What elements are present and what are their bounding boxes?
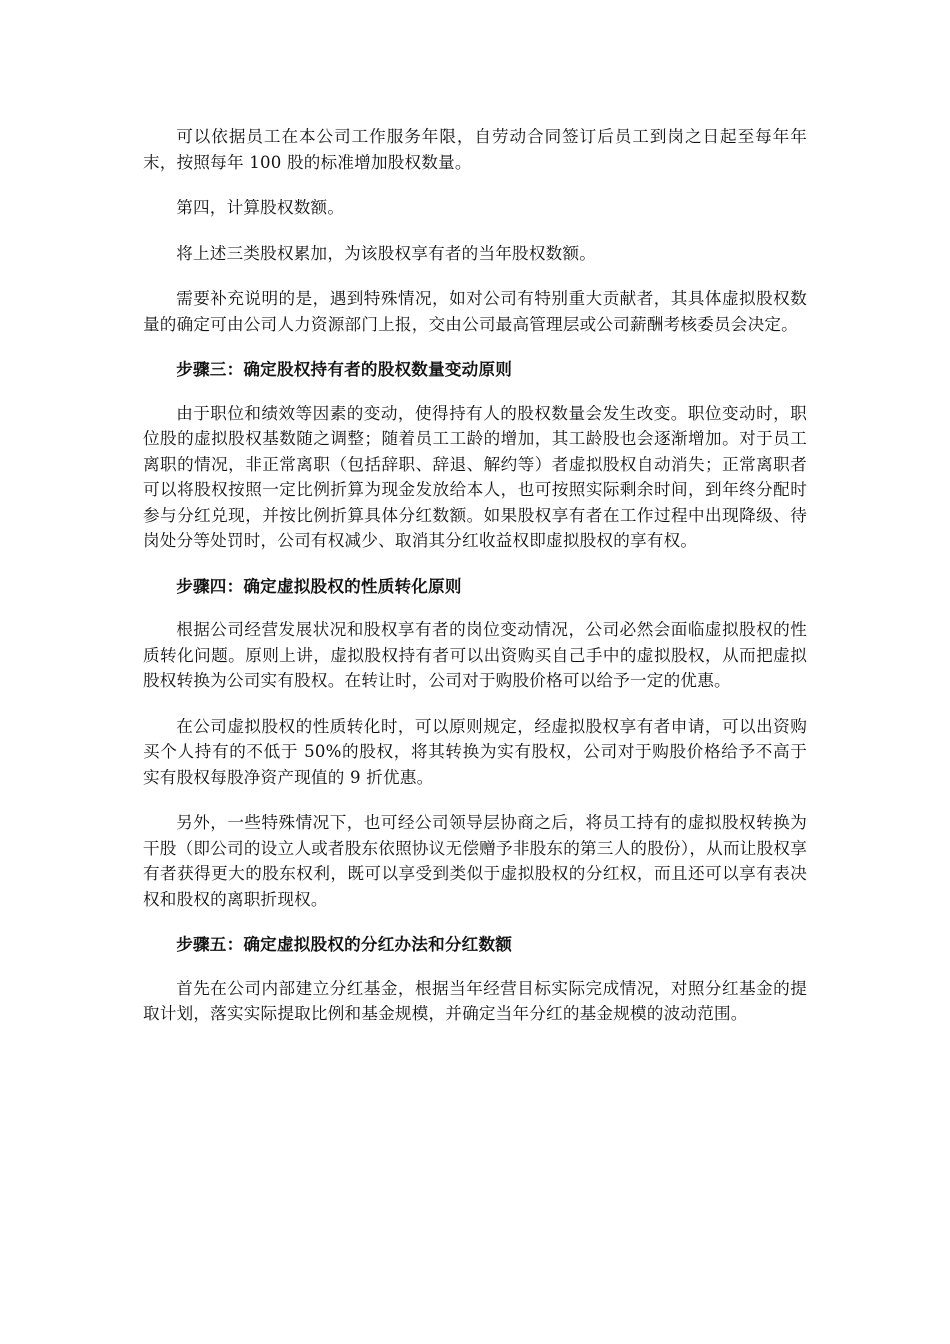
para-special-cases: 需要补充说明的是，遇到特殊情况，如对公司有特别重大贡献者，其具体虚拟股权数量的确定可由公司人力资源部门上报，交由公司最高管理层或公司薪酬考核委员会决定。 — [143, 289, 807, 334]
para-quantity-change: 由于职位和绩效等因素的变动，使得持有人的股权数量会发生改变。职位变动时，职位股的虚拟股权基数随之调整；随着员工工龄的增加，其工龄股也会逐渐增加。对于员工离职的情况，非正常离职（包括辞职、辞退、解约等）者虚拟股权自动消失；正常离职者可以将股权按照一定比例折算为现金发放给本人，也可按照实际剩余时间，到年终分配时参与分红兑现，并按比例折算具体分红数额。如果股权享有者在工作过程中出现降级、待岗处分等处罚时，公司有权减少、取消其分红收益权即虚拟股权的享有权。 — [143, 403, 807, 550]
para-dividend-fund: 首先在公司内部建立分红基金，根据当年经营目标实际完成情况，对照分红基金的提取计划，落实实际提取比例和基金规模，并确定当年分红的基金规模的波动范围。 — [143, 978, 807, 1023]
heading-step-five: 步骤五：确定虚拟股权的分红办法和分红数额 — [176, 934, 513, 954]
para-nature-conversion: 根据公司经营发展状况和股权享有者的岗位变动情况，公司必然会面临虚拟股权的性质转化问题。原则上讲，虚拟股权持有者可以出资购买自己手中的虚拟股权，从而把虚拟股权转换为公司实有股权。在转让时，公司对于购股价格可以给予一定的优惠。 — [143, 620, 807, 690]
heading-step-three: 步骤三：确定股权持有者的股权数量变动原则 — [176, 359, 513, 379]
document-body — [143, 124, 807, 1047]
heading-step-four: 步骤四：确定虚拟股权的性质转化原则 — [176, 575, 462, 596]
para-step-four-calc: 第四，计算股权数额。 — [176, 198, 345, 217]
para-dry-shares: 另外，一些特殊情况下，也可经公司领导层协商之后，将员工持有的虚拟股权转换为干股（即公司的设立人或者股东依照协议无偿赠予非股东的第三人的股份），从而让股权享有者获得更大的股东权利，既可以享受到类似于虚拟股权的分红权，而且还可以享有表决权和股权的离职折现权。 — [143, 813, 807, 909]
para-service-years: 可以依据员工在本公司工作服务年限，自劳动合同签订后员工到岗之日起至每年年末，按照每年 100 股的标准增加股权数量。 — [143, 127, 807, 172]
para-conversion-rule: 在公司虚拟股权的性质转化时，可以原则规定，经虚拟股权享有者申请，可以出资购买个人持有的不低于 50%的股权，将其转换为实有股权，公司对于购股价格给予不高于实有股权每股净资产现值的 9 折优惠。 — [143, 716, 807, 787]
para-sum-three-types: 将上述三类股权累加，为该股权享有者的当年股权数额。 — [176, 243, 597, 263]
